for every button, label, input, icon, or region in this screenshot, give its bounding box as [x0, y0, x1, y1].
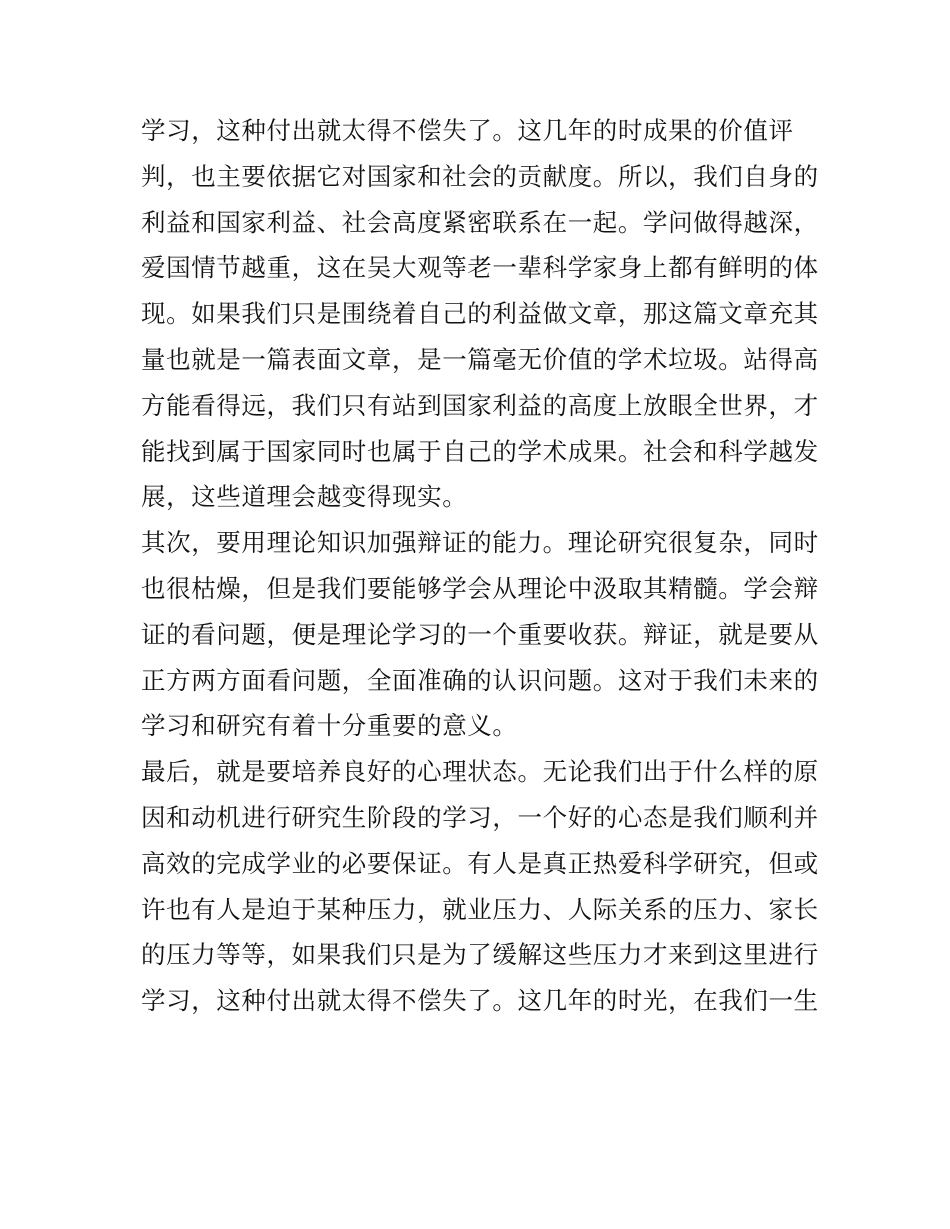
text-line: 的压力等等，如果我们只是为了缓解这些压力才来到这里进行	[141, 940, 819, 970]
text-line: 学习，这种付出就太得不偿失了。这几年的时成果的价值评	[141, 116, 794, 145]
text-line: 展，这些道理会越变得现实。	[141, 482, 468, 512]
text-line: 判，也主要依据它对国家和社会的贡献度。所以，我们自身的	[141, 161, 819, 191]
text-line: 爱国情节越重，这在吴大观等老一辈科学家身上都有鲜明的体	[141, 253, 819, 283]
text-line: 现。如果我们只是围绕着自己的利益做文章，那这篇文章充其	[141, 299, 819, 329]
text-line: 许也有人是迫于某种压力，就业压力、人际关系的压力、家长	[141, 894, 819, 924]
text-line: 量也就是一篇表面文章，是一篇毫无价值的学术垃圾。站得高	[141, 344, 819, 374]
text-line: 证的看问题，便是理论学习的一个重要收获。辩证，就是要从	[141, 619, 819, 649]
text-line: 高效的完成学业的必要保证。有人是真正热爱科学研究，但或	[141, 848, 819, 878]
text-line: 学习和研究有着十分重要的意义。	[141, 711, 518, 741]
text-line: 最后，就是要培养良好的心理状态。无论我们出于什么样的原	[141, 757, 819, 787]
text-line: 利益和国家利益、社会高度紧密联系在一起。学问做得越深，	[141, 207, 819, 237]
body-text	[141, 108, 821, 1024]
text-line: 正方两方面看问题，全面准确的认识问题。这对于我们未来的	[141, 665, 819, 695]
text-line: 因和动机进行研究生阶段的学习，一个好的心态是我们顺利并	[141, 802, 819, 832]
text-line: 方能看得远，我们只有站到国家利益的高度上放眼全世界，才	[141, 390, 819, 420]
text-line: 学习，这种付出就太得不偿失了。这几年的时光，在我们一生	[141, 986, 819, 1016]
text-line: 能找到属于国家同时也属于自己的学术成果。社会和科学越发	[141, 436, 819, 466]
text-line: 也很枯燥，但是我们要能够学会从理论中汲取其精髓。学会辩	[141, 573, 819, 603]
text-line: 其次，要用理论知识加强辩证的能力。理论研究很复杂，同时	[141, 528, 819, 558]
